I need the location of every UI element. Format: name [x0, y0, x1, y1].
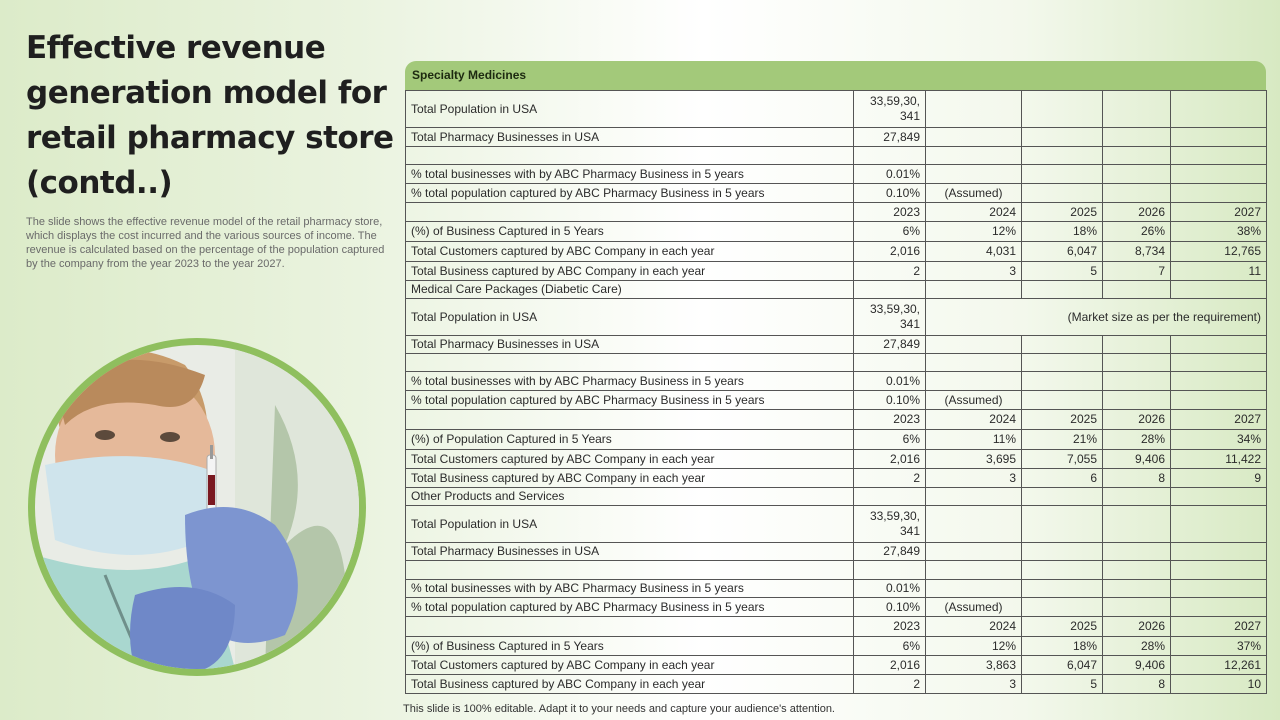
value-cell	[1103, 391, 1171, 410]
value-cell: 2	[854, 262, 926, 281]
value-cell	[1022, 543, 1103, 561]
row-label-cell	[406, 617, 854, 637]
value-cell: 2027	[1171, 203, 1267, 222]
row-label-cell: (%) of Population Captured in 5 Years	[406, 430, 854, 450]
value-cell: 2025	[1022, 203, 1103, 222]
value-cell: 9	[1171, 469, 1267, 488]
value-cell	[1171, 561, 1267, 580]
table-row	[406, 128, 1267, 147]
value-cell: 11	[1171, 262, 1267, 281]
row-label-cell	[406, 203, 854, 222]
value-cell: 2026	[1103, 617, 1171, 637]
value-cell: 27,849	[854, 543, 926, 561]
value-cell: 0.01%	[854, 580, 926, 598]
value-cell: (Assumed)	[926, 391, 1022, 410]
value-cell: 8	[1103, 675, 1171, 694]
row-label-cell: (%) of Business Captured in 5 Years	[406, 222, 854, 242]
value-cell: 2025	[1022, 617, 1103, 637]
value-cell	[1022, 372, 1103, 391]
value-cell: 3	[926, 675, 1022, 694]
value-cell	[1103, 165, 1171, 184]
table-row	[406, 637, 1267, 656]
value-cell	[1103, 281, 1171, 299]
row-label-cell: Total Pharmacy Businesses in USA	[406, 543, 854, 561]
row-label-cell: % total businesses with by ABC Pharmacy Business in 5 years	[406, 580, 854, 598]
value-cell	[1171, 336, 1267, 354]
value-cell	[1103, 372, 1171, 391]
row-label-cell: % total population captured by ABC Pharmacy Business in 5 years	[406, 391, 854, 410]
table-row	[406, 203, 1267, 222]
value-cell: 12%	[926, 637, 1022, 656]
value-cell: 18%	[1022, 637, 1103, 656]
value-cell	[1022, 598, 1103, 617]
value-cell	[1103, 488, 1171, 506]
value-cell	[1171, 165, 1267, 184]
value-cell: (Assumed)	[926, 184, 1022, 203]
value-cell	[1022, 561, 1103, 580]
value-cell	[1022, 354, 1103, 372]
value-cell	[1103, 184, 1171, 203]
row-label-cell: % total population captured by ABC Pharmacy Business in 5 years	[406, 184, 854, 203]
value-cell	[1103, 91, 1171, 128]
value-cell: 2,016	[854, 450, 926, 469]
value-cell	[1171, 354, 1267, 372]
revenue-grid	[405, 90, 1267, 694]
table-row	[406, 410, 1267, 430]
value-cell: 9,406	[1103, 656, 1171, 675]
value-cell	[926, 128, 1022, 147]
value-cell: 2024	[926, 617, 1022, 637]
value-cell	[1022, 336, 1103, 354]
table-row	[406, 165, 1267, 184]
slide-title: Effective revenue generation model for retail pharmacy store (contd..)	[26, 30, 394, 201]
table-row	[406, 184, 1267, 203]
row-label-cell: % total businesses with by ABC Pharmacy Business in 5 years	[406, 165, 854, 184]
table-row	[406, 543, 1267, 561]
value-cell: 18%	[1022, 222, 1103, 242]
row-label-cell: Total Business captured by ABC Company in each year	[406, 262, 854, 281]
row-label-cell: Total Business captured by ABC Company in each year	[406, 675, 854, 694]
value-cell	[926, 165, 1022, 184]
row-label-cell: % total businesses with by ABC Pharmacy Business in 5 years	[406, 372, 854, 391]
table-row	[406, 222, 1267, 242]
value-cell: 26%	[1103, 222, 1171, 242]
value-cell	[854, 488, 926, 506]
value-cell: 3	[926, 262, 1022, 281]
value-cell	[1103, 506, 1171, 543]
value-cell: 5	[1022, 262, 1103, 281]
value-cell	[926, 372, 1022, 391]
table-row	[406, 430, 1267, 450]
value-cell	[1022, 91, 1103, 128]
footer-note: This slide is 100% editable. Adapt it to your needs and capture your audience's attention.	[403, 703, 835, 715]
value-cell	[1171, 281, 1267, 299]
pharmacist-illustration	[35, 345, 359, 669]
table-row	[406, 281, 1267, 299]
table-row	[406, 450, 1267, 469]
value-cell	[926, 543, 1022, 561]
value-cell: 2025	[1022, 410, 1103, 430]
row-label-cell: Total Pharmacy Businesses in USA	[406, 128, 854, 147]
value-cell	[926, 336, 1022, 354]
value-cell: 2023	[854, 203, 926, 222]
value-cell: 4,031	[926, 242, 1022, 262]
table-row	[406, 299, 1267, 336]
value-cell: 28%	[1103, 637, 1171, 656]
table-row	[406, 488, 1267, 506]
value-cell	[1022, 128, 1103, 147]
value-cell	[926, 281, 1022, 299]
value-cell	[1103, 354, 1171, 372]
value-cell	[1171, 372, 1267, 391]
table-row	[406, 617, 1267, 637]
table-row	[406, 242, 1267, 262]
value-cell: 7	[1103, 262, 1171, 281]
value-cell	[1103, 561, 1171, 580]
value-cell: 37%	[1171, 637, 1267, 656]
value-cell: 2024	[926, 203, 1022, 222]
value-cell: 0.10%	[854, 598, 926, 617]
photo-frame	[28, 338, 366, 676]
value-cell: 12%	[926, 222, 1022, 242]
value-cell: 2023	[854, 617, 926, 637]
value-cell	[1103, 580, 1171, 598]
value-cell: 27,849	[854, 336, 926, 354]
value-cell	[1103, 598, 1171, 617]
value-cell	[1171, 128, 1267, 147]
table-row	[406, 372, 1267, 391]
value-cell: 2027	[1171, 617, 1267, 637]
value-cell: 3,863	[926, 656, 1022, 675]
row-label-cell: % total population captured by ABC Pharmacy Business in 5 years	[406, 598, 854, 617]
table-row	[406, 506, 1267, 543]
table-row	[406, 469, 1267, 488]
value-cell: 34%	[1171, 430, 1267, 450]
value-cell: 28%	[1103, 430, 1171, 450]
row-label-cell	[406, 410, 854, 430]
value-cell	[1171, 488, 1267, 506]
value-cell	[926, 561, 1022, 580]
value-cell	[1171, 506, 1267, 543]
value-cell: 2026	[1103, 203, 1171, 222]
value-cell: 33,59,30, 341	[854, 299, 926, 336]
value-cell: 6%	[854, 222, 926, 242]
value-cell: 3	[926, 469, 1022, 488]
value-cell	[1103, 543, 1171, 561]
value-cell	[926, 488, 1022, 506]
value-cell: 2	[854, 469, 926, 488]
value-cell	[1171, 580, 1267, 598]
value-cell: 6,047	[1022, 656, 1103, 675]
table-row	[406, 580, 1267, 598]
value-cell: (Market size as per the requirement)	[926, 299, 1267, 336]
row-label-cell	[406, 147, 854, 165]
value-cell	[1171, 91, 1267, 128]
table-row	[406, 262, 1267, 281]
row-label-cell: (%) of Business Captured in 5 Years	[406, 637, 854, 656]
table-row	[406, 561, 1267, 580]
value-cell: 0.01%	[854, 165, 926, 184]
value-cell	[1171, 147, 1267, 165]
row-label-cell: Medical Care Packages (Diabetic Care)	[406, 281, 854, 299]
table-row	[406, 91, 1267, 128]
value-cell	[926, 354, 1022, 372]
value-cell: 2027	[1171, 410, 1267, 430]
value-cell	[1103, 147, 1171, 165]
value-cell: 12,261	[1171, 656, 1267, 675]
table-row	[406, 656, 1267, 675]
value-cell	[1171, 391, 1267, 410]
value-cell: 6%	[854, 637, 926, 656]
value-cell	[1022, 391, 1103, 410]
row-label-cell	[406, 354, 854, 372]
pharmacist-holding-syringe-image	[35, 345, 359, 669]
value-cell	[1022, 506, 1103, 543]
table-row	[406, 391, 1267, 410]
value-cell: 8	[1103, 469, 1171, 488]
value-cell: 10	[1171, 675, 1267, 694]
value-cell	[1103, 336, 1171, 354]
value-cell	[1022, 580, 1103, 598]
value-cell: 0.01%	[854, 372, 926, 391]
value-cell	[926, 147, 1022, 165]
row-label-cell: Other Products and Services	[406, 488, 854, 506]
value-cell: 0.10%	[854, 391, 926, 410]
table-row	[406, 675, 1267, 694]
value-cell	[1022, 488, 1103, 506]
value-cell	[1171, 543, 1267, 561]
value-cell	[1022, 165, 1103, 184]
table-header: Specialty Medicines	[405, 61, 1266, 90]
revenue-table	[405, 61, 1266, 694]
value-cell: 12,765	[1171, 242, 1267, 262]
table-row	[406, 598, 1267, 617]
value-cell	[854, 281, 926, 299]
row-label-cell: Total Business captured by ABC Company in each year	[406, 469, 854, 488]
value-cell: 6	[1022, 469, 1103, 488]
value-cell: 2026	[1103, 410, 1171, 430]
value-cell: (Assumed)	[926, 598, 1022, 617]
value-cell	[926, 580, 1022, 598]
value-cell: 2024	[926, 410, 1022, 430]
row-label-cell: Total Population in USA	[406, 299, 854, 336]
value-cell: 2,016	[854, 242, 926, 262]
value-cell	[854, 561, 926, 580]
row-label-cell	[406, 561, 854, 580]
value-cell: 2023	[854, 410, 926, 430]
value-cell	[1171, 598, 1267, 617]
value-cell	[926, 91, 1022, 128]
value-cell	[926, 506, 1022, 543]
value-cell: 21%	[1022, 430, 1103, 450]
value-cell	[1103, 128, 1171, 147]
value-cell: 9,406	[1103, 450, 1171, 469]
value-cell: 7,055	[1022, 450, 1103, 469]
value-cell: 5	[1022, 675, 1103, 694]
row-label-cell: Total Customers captured by ABC Company in each year	[406, 656, 854, 675]
value-cell: 33,59,30, 341	[854, 91, 926, 128]
row-label-cell: Total Pharmacy Businesses in USA	[406, 336, 854, 354]
value-cell: 27,849	[854, 128, 926, 147]
value-cell	[1171, 184, 1267, 203]
value-cell	[1022, 281, 1103, 299]
value-cell: 8,734	[1103, 242, 1171, 262]
value-cell	[1022, 184, 1103, 203]
row-label-cell: Total Customers captured by ABC Company in each year	[406, 242, 854, 262]
slide-description: The slide shows the effective revenue model of the retail pharmacy store, which displays the cost incurred and the various sources of income. The revenue is calculated based on the percentage of the population captured by the company from the year 2023 to the year 2027.	[26, 216, 385, 270]
value-cell	[1022, 147, 1103, 165]
value-cell: 6,047	[1022, 242, 1103, 262]
row-label-cell: Total Customers captured by ABC Company in each year	[406, 450, 854, 469]
value-cell: 0.10%	[854, 184, 926, 203]
value-cell: 2,016	[854, 656, 926, 675]
table-row	[406, 354, 1267, 372]
value-cell	[854, 354, 926, 372]
value-cell: 6%	[854, 430, 926, 450]
table-row	[406, 147, 1267, 165]
row-label-cell: Total Population in USA	[406, 506, 854, 543]
value-cell: 3,695	[926, 450, 1022, 469]
value-cell: 11%	[926, 430, 1022, 450]
value-cell: 2	[854, 675, 926, 694]
row-label-cell: Total Population in USA	[406, 91, 854, 128]
table-row	[406, 336, 1267, 354]
value-cell	[854, 147, 926, 165]
value-cell: 38%	[1171, 222, 1267, 242]
value-cell: 33,59,30, 341	[854, 506, 926, 543]
value-cell: 11,422	[1171, 450, 1267, 469]
